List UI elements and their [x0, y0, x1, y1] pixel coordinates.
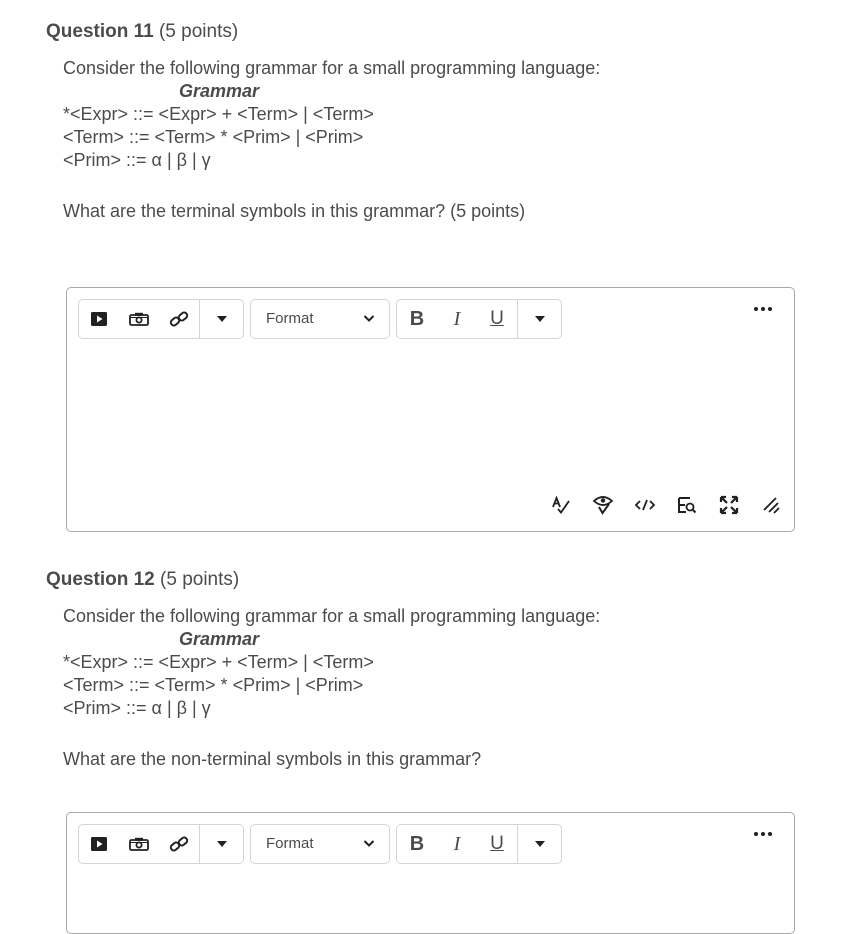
question-points: (5 points) — [158, 21, 239, 42]
camera-icon — [129, 837, 149, 851]
insert-stuff-icon — [90, 311, 108, 327]
more-dot — [768, 832, 772, 836]
italic-button[interactable] — [437, 825, 477, 863]
underline-button[interactable] — [477, 825, 517, 863]
accessibility-check-icon — [592, 495, 614, 515]
grammar-heading: Grammar — [179, 629, 260, 649]
link-icon — [169, 835, 189, 853]
source-code-icon — [634, 498, 656, 512]
underline-button[interactable] — [477, 300, 517, 338]
insert-link-button[interactable] — [159, 825, 199, 863]
format-select-label: Format — [266, 310, 314, 327]
question-body — [63, 57, 600, 223]
bold-button[interactable] — [397, 825, 437, 863]
insert-stuff-button[interactable] — [79, 300, 119, 338]
format-select-label: Format — [266, 835, 314, 852]
question-prompt: What are the non-terminal symbols in this grammar? — [63, 749, 482, 769]
question-title — [46, 21, 238, 43]
camera-icon — [129, 312, 149, 326]
question-number: Question 11 — [46, 21, 154, 42]
caret-down-icon — [217, 841, 227, 847]
question-intro: Consider the following grammar for a small programming language: — [63, 58, 601, 78]
bold-label: B — [409, 307, 425, 330]
format-select[interactable] — [250, 299, 390, 339]
insert-stuff-button[interactable] — [79, 825, 119, 863]
spellcheck-button[interactable] — [549, 493, 573, 517]
text-style-dropdown[interactable] — [518, 300, 561, 338]
text-style-group — [396, 299, 562, 339]
insert-link-button[interactable] — [159, 300, 199, 338]
bold-label: B — [409, 832, 425, 855]
format-select[interactable] — [250, 824, 390, 864]
insert-image-button[interactable] — [119, 300, 159, 338]
insert-image-button[interactable] — [119, 825, 159, 863]
grammar-rule: <Term> ::= <Term> * <Prim> | <Prim> — [63, 127, 364, 147]
caret-down-icon — [535, 841, 545, 847]
more-dot — [761, 307, 765, 311]
grammar-rule: <Prim> ::= α | β | γ — [63, 698, 211, 718]
text-style-dropdown[interactable] — [518, 825, 561, 863]
more-actions-button[interactable] — [754, 832, 772, 836]
caret-down-icon — [535, 316, 545, 322]
question-prompt: What are the terminal symbols in this grammar? (5 points) — [63, 201, 526, 221]
question-intro: Consider the following grammar for a small programming language: — [63, 606, 601, 626]
italic-label: I — [453, 832, 461, 855]
text-style-group — [396, 824, 562, 864]
grammar-rule: <Term> ::= <Term> * <Prim> | <Prim> — [63, 675, 364, 695]
link-icon — [169, 310, 189, 328]
grammar-rule: *<Expr> ::= <Expr> + <Term> | <Term> — [63, 652, 374, 672]
italic-button[interactable] — [437, 300, 477, 338]
preview-button[interactable] — [675, 493, 699, 517]
question-points: (5 points) — [160, 569, 240, 590]
answer-editor[interactable] — [66, 287, 795, 532]
caret-down-icon — [217, 316, 227, 322]
insert-group — [78, 299, 244, 339]
underline-label: U — [490, 833, 504, 854]
insert-more-dropdown[interactable] — [200, 825, 243, 863]
insert-more-dropdown[interactable] — [200, 300, 243, 338]
insert-group — [78, 824, 244, 864]
spellcheck-icon — [551, 496, 571, 514]
underline-label: U — [490, 308, 504, 329]
fullscreen-button[interactable] — [717, 493, 741, 517]
source-code-button[interactable] — [633, 493, 657, 517]
insert-stuff-icon — [90, 836, 108, 852]
accessibility-check-button[interactable] — [591, 493, 615, 517]
question-title — [46, 569, 239, 591]
preview-icon — [677, 496, 697, 514]
resize-handle[interactable] — [759, 493, 783, 517]
more-dot — [768, 307, 772, 311]
question-number: Question 12 — [46, 569, 155, 590]
answer-editor[interactable] — [66, 812, 795, 934]
bold-button[interactable] — [397, 300, 437, 338]
more-actions-button[interactable] — [754, 307, 772, 311]
more-actions-icon — [754, 307, 758, 311]
fullscreen-icon — [719, 495, 739, 515]
question-body — [63, 605, 600, 771]
more-actions-icon — [754, 832, 758, 836]
more-dot — [761, 832, 765, 836]
chevron-down-icon — [363, 313, 375, 323]
chevron-down-icon — [363, 838, 375, 848]
grammar-rule: *<Expr> ::= <Expr> + <Term> | <Term> — [63, 104, 374, 124]
grammar-rule: <Prim> ::= α | β | γ — [63, 150, 211, 170]
italic-label: I — [453, 307, 461, 330]
resize-handle-icon — [762, 496, 780, 514]
grammar-heading: Grammar — [179, 81, 260, 101]
